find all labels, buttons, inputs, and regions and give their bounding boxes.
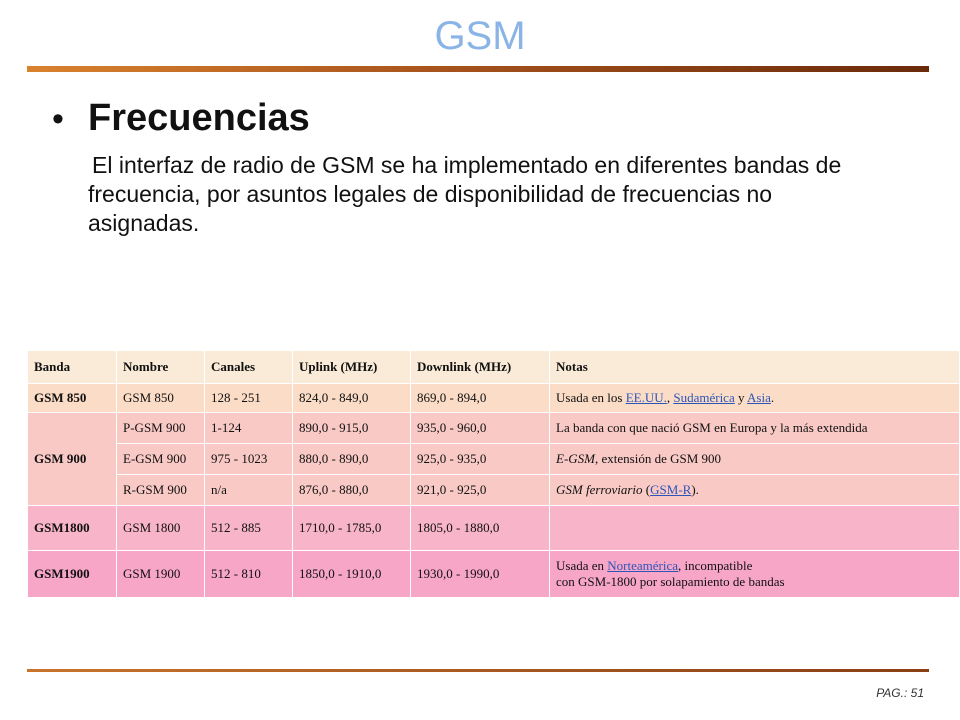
cell-channels: 128 - 251 [205, 384, 293, 413]
cell-uplink: 824,0 - 849,0 [293, 384, 411, 413]
cell-uplink: 1710,0 - 1785,0 [293, 506, 411, 551]
cell-notes [550, 551, 960, 598]
gsm-bands-table [27, 350, 960, 598]
cell-notes [550, 506, 960, 551]
link-norteamerica[interactable]: Norteamérica [607, 558, 678, 573]
bullet-heading [52, 97, 310, 140]
notes-text: Usada en los [556, 390, 626, 405]
cell-uplink: 880,0 - 890,0 [293, 444, 411, 475]
link-asia[interactable]: Asia [747, 390, 771, 405]
slide-title: GSM [434, 14, 526, 58]
cell-channels: 512 - 810 [205, 551, 293, 598]
section-heading: Frecuencias [88, 97, 310, 139]
cell-band: GSM1900 [28, 551, 117, 598]
header-nombre: Nombre [117, 351, 205, 384]
notes-text: ( [642, 482, 651, 497]
link-sudamerica[interactable]: Sudamérica [673, 390, 735, 405]
link-gsm-r[interactable]: GSM-R [650, 482, 692, 497]
cell-uplink: 876,0 - 880,0 [293, 475, 411, 506]
notes-text: , incompatible [678, 558, 753, 573]
notes-text: con GSM-1800 por solapamiento de bandas [556, 574, 785, 589]
header-notas: Notas [550, 351, 960, 384]
notes-text: , [666, 390, 674, 405]
table-header-row [28, 351, 960, 384]
cell-downlink: 869,0 - 894,0 [411, 384, 550, 413]
cell-uplink: 890,0 - 915,0 [293, 413, 411, 444]
header-banda: Banda [28, 351, 117, 384]
footer-divider [27, 669, 929, 672]
cell-downlink: 925,0 - 935,0 [411, 444, 550, 475]
notes-italic: E-GSM [556, 451, 595, 466]
cell-channels: 1-124 [205, 413, 293, 444]
table-row [28, 384, 960, 413]
cell-channels: n/a [205, 475, 293, 506]
link-eeuu[interactable]: EE.UU. [625, 390, 667, 405]
cell-name: GSM 850 [117, 384, 205, 413]
cell-name: P-GSM 900 [117, 413, 205, 444]
cell-notes [550, 475, 960, 506]
notes-text: y [734, 390, 748, 405]
cell-downlink: 935,0 - 960,0 [411, 413, 550, 444]
cell-downlink: 1930,0 - 1990,0 [411, 551, 550, 598]
cell-band: GSM 900 [28, 413, 117, 506]
intro-paragraph: El interfaz de radio de GSM se ha implementado en diferentes bandas de frecuencia, por asuntos legales de disponibilidad de frecuencias no asignadas. [88, 152, 842, 236]
table-row [28, 444, 960, 475]
header-uplink: Uplink (MHz) [293, 351, 411, 384]
cell-channels: 512 - 885 [205, 506, 293, 551]
notes-text: , extensión de GSM 900 [595, 451, 722, 466]
table-row [28, 413, 960, 444]
cell-name: R-GSM 900 [117, 475, 205, 506]
cell-name: GSM 1900 [117, 551, 205, 598]
notes-text: . [770, 390, 775, 405]
cell-band: GSM1800 [28, 506, 117, 551]
cell-downlink: 1805,0 - 1880,0 [411, 506, 550, 551]
cell-downlink: 921,0 - 925,0 [411, 475, 550, 506]
table-row [28, 551, 960, 598]
header-canales: Canales [205, 351, 293, 384]
header-downlink: Downlink (MHz) [411, 351, 550, 384]
table-row [28, 506, 960, 551]
notes-text: Usada en [556, 558, 608, 573]
bullet-icon: • [52, 100, 64, 138]
cell-notes: La banda con que nació GSM en Europa y la más extendida [550, 413, 960, 444]
cell-name: GSM 1800 [117, 506, 205, 551]
cell-notes [550, 444, 960, 475]
cell-uplink: 1850,0 - 1910,0 [293, 551, 411, 598]
notes-italic: GSM ferroviario [556, 482, 643, 497]
page-number: PAG.: 51 [876, 686, 924, 700]
cell-notes [550, 384, 960, 413]
table-row [28, 475, 960, 506]
cell-channels: 975 - 1023 [205, 444, 293, 475]
cell-name: E-GSM 900 [117, 444, 205, 475]
notes-text: ). [691, 482, 699, 497]
cell-band: GSM 850 [28, 384, 117, 413]
title-divider [27, 66, 929, 72]
